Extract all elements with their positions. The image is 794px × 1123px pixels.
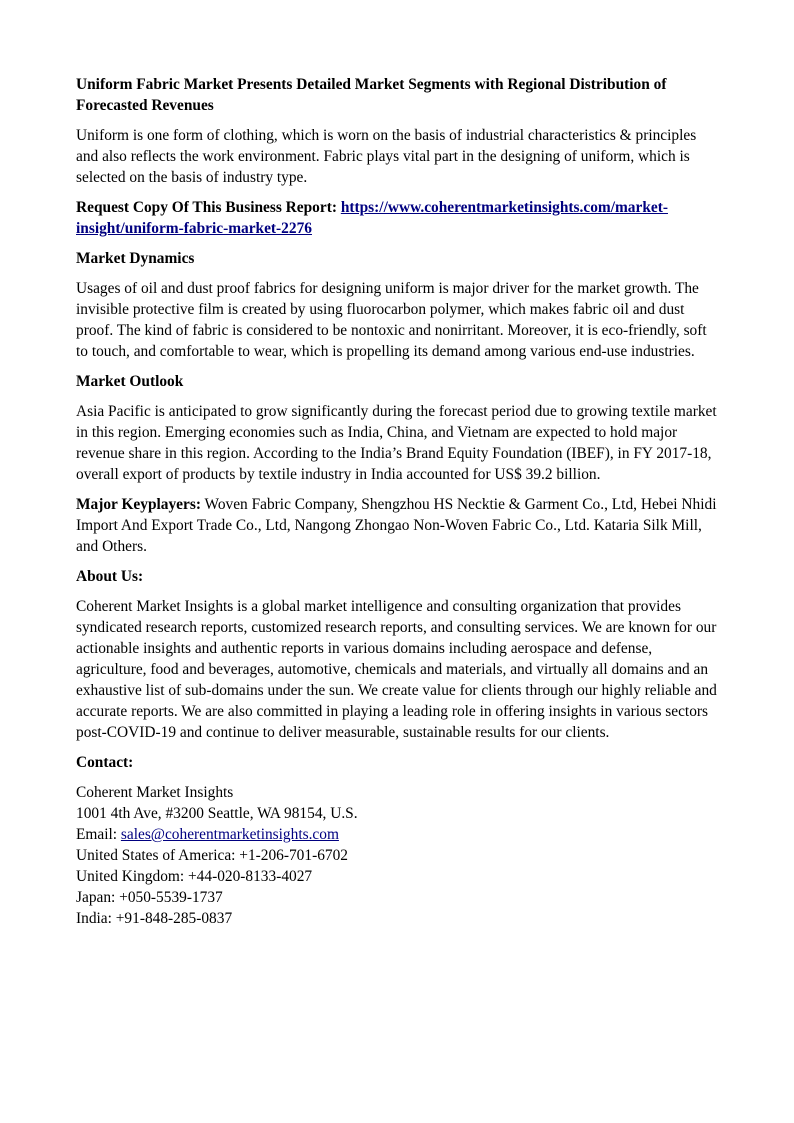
contact-phone-usa: United States of America: +1-206-701-6702 bbox=[76, 847, 348, 864]
contact-heading: Contact: bbox=[76, 754, 134, 771]
intro-paragraph: Uniform is one form of clothing, which is worn on the basis of industrial characteristics & principles and also reflects the work environment. Fabric plays vital part in the designing of uniform, which is selected on the basis of industry type. bbox=[76, 127, 697, 186]
contact-email-link[interactable]: sales@coherentmarketinsights.com bbox=[120, 826, 339, 843]
market-outlook-heading: Market Outlook bbox=[76, 373, 184, 390]
contact-email-label: Email: bbox=[76, 826, 121, 843]
market-dynamics-paragraph: Usages of oil and dust proof fabrics for designing uniform is major driver for the market growth. The invisible protective film is created by using fluorocarbon polymer, which makes fabric oil and dust proof. The kind of fabric is considered to be nontoxic and nonirritant. Moreover, it is eco-friendly, soft to touch, and comfortable to wear, which is propelling its demand among various end-use industries. bbox=[76, 280, 707, 360]
market-outlook-paragraph: Asia Pacific is anticipated to grow significantly during the forecast period due to growing textile market in this region. Emerging economies such as India, China, and Vietnam are expected to hold major revenue share in this region. According to the India’s Brand Equity Foundation (IBEF), in FY 2017-18, overall export of products by textile industry in India accounted for US$ 39.2 billion. bbox=[76, 403, 717, 483]
request-copy-paragraph bbox=[76, 197, 718, 239]
contact-address: 1001 4th Ave, #3200 Seattle, WA 98154, U.S. bbox=[76, 805, 358, 822]
contact-phone-uk: United Kingdom: +44-020-8133-4027 bbox=[76, 868, 313, 885]
contact-company: Coherent Market Insights bbox=[76, 784, 234, 801]
contact-block bbox=[76, 782, 718, 929]
keyplayers-text: Woven Fabric Company, Shengzhou HS Necktie & Garment Co., Ltd, Hebei Nhidi Import And Export Trade Co., Ltd, Nangong Zhongao Non-Woven Fabric Co., Ltd. Kataria Silk Mill, and Others. bbox=[76, 496, 717, 555]
request-copy-label: Request Copy Of This Business Report: bbox=[76, 199, 341, 216]
keyplayers-paragraph bbox=[76, 494, 718, 557]
market-dynamics-heading: Market Dynamics bbox=[76, 250, 195, 267]
contact-phone-japan: Japan: +050-5539-1737 bbox=[76, 889, 223, 906]
keyplayers-label: Major Keyplayers: bbox=[76, 496, 201, 513]
about-us-paragraph: Coherent Market Insights is a global market intelligence and consulting organization that provides syndicated research reports, customized research reports, and consulting services. We are known for our actionable insights and authentic reports in various domains including aerospace and defense, agriculture, food and beverages, automotive, chemicals and materials, and virtually all domains and an exhaustive list of sub-domains under the sun. We create value for clients through our highly reliable and accurate reports. We are also committed in playing a leading role in offering insights in various sectors post-COVID-19 and continue to deliver measurable, sustainable results for our clients. bbox=[76, 598, 717, 741]
document-title: Uniform Fabric Market Presents Detailed Market Segments with Regional Distribution of Forecasted Revenues bbox=[76, 76, 667, 114]
about-us-heading: About Us: bbox=[76, 568, 144, 585]
contact-email-line bbox=[76, 824, 718, 845]
contact-phone-india: India: +91-848-285-0837 bbox=[76, 910, 233, 927]
document-page bbox=[76, 74, 718, 938]
report-link[interactable]: https://www.coherentmarketinsights.com/market-insight/uniform-fabric-market-2276 bbox=[76, 199, 668, 237]
